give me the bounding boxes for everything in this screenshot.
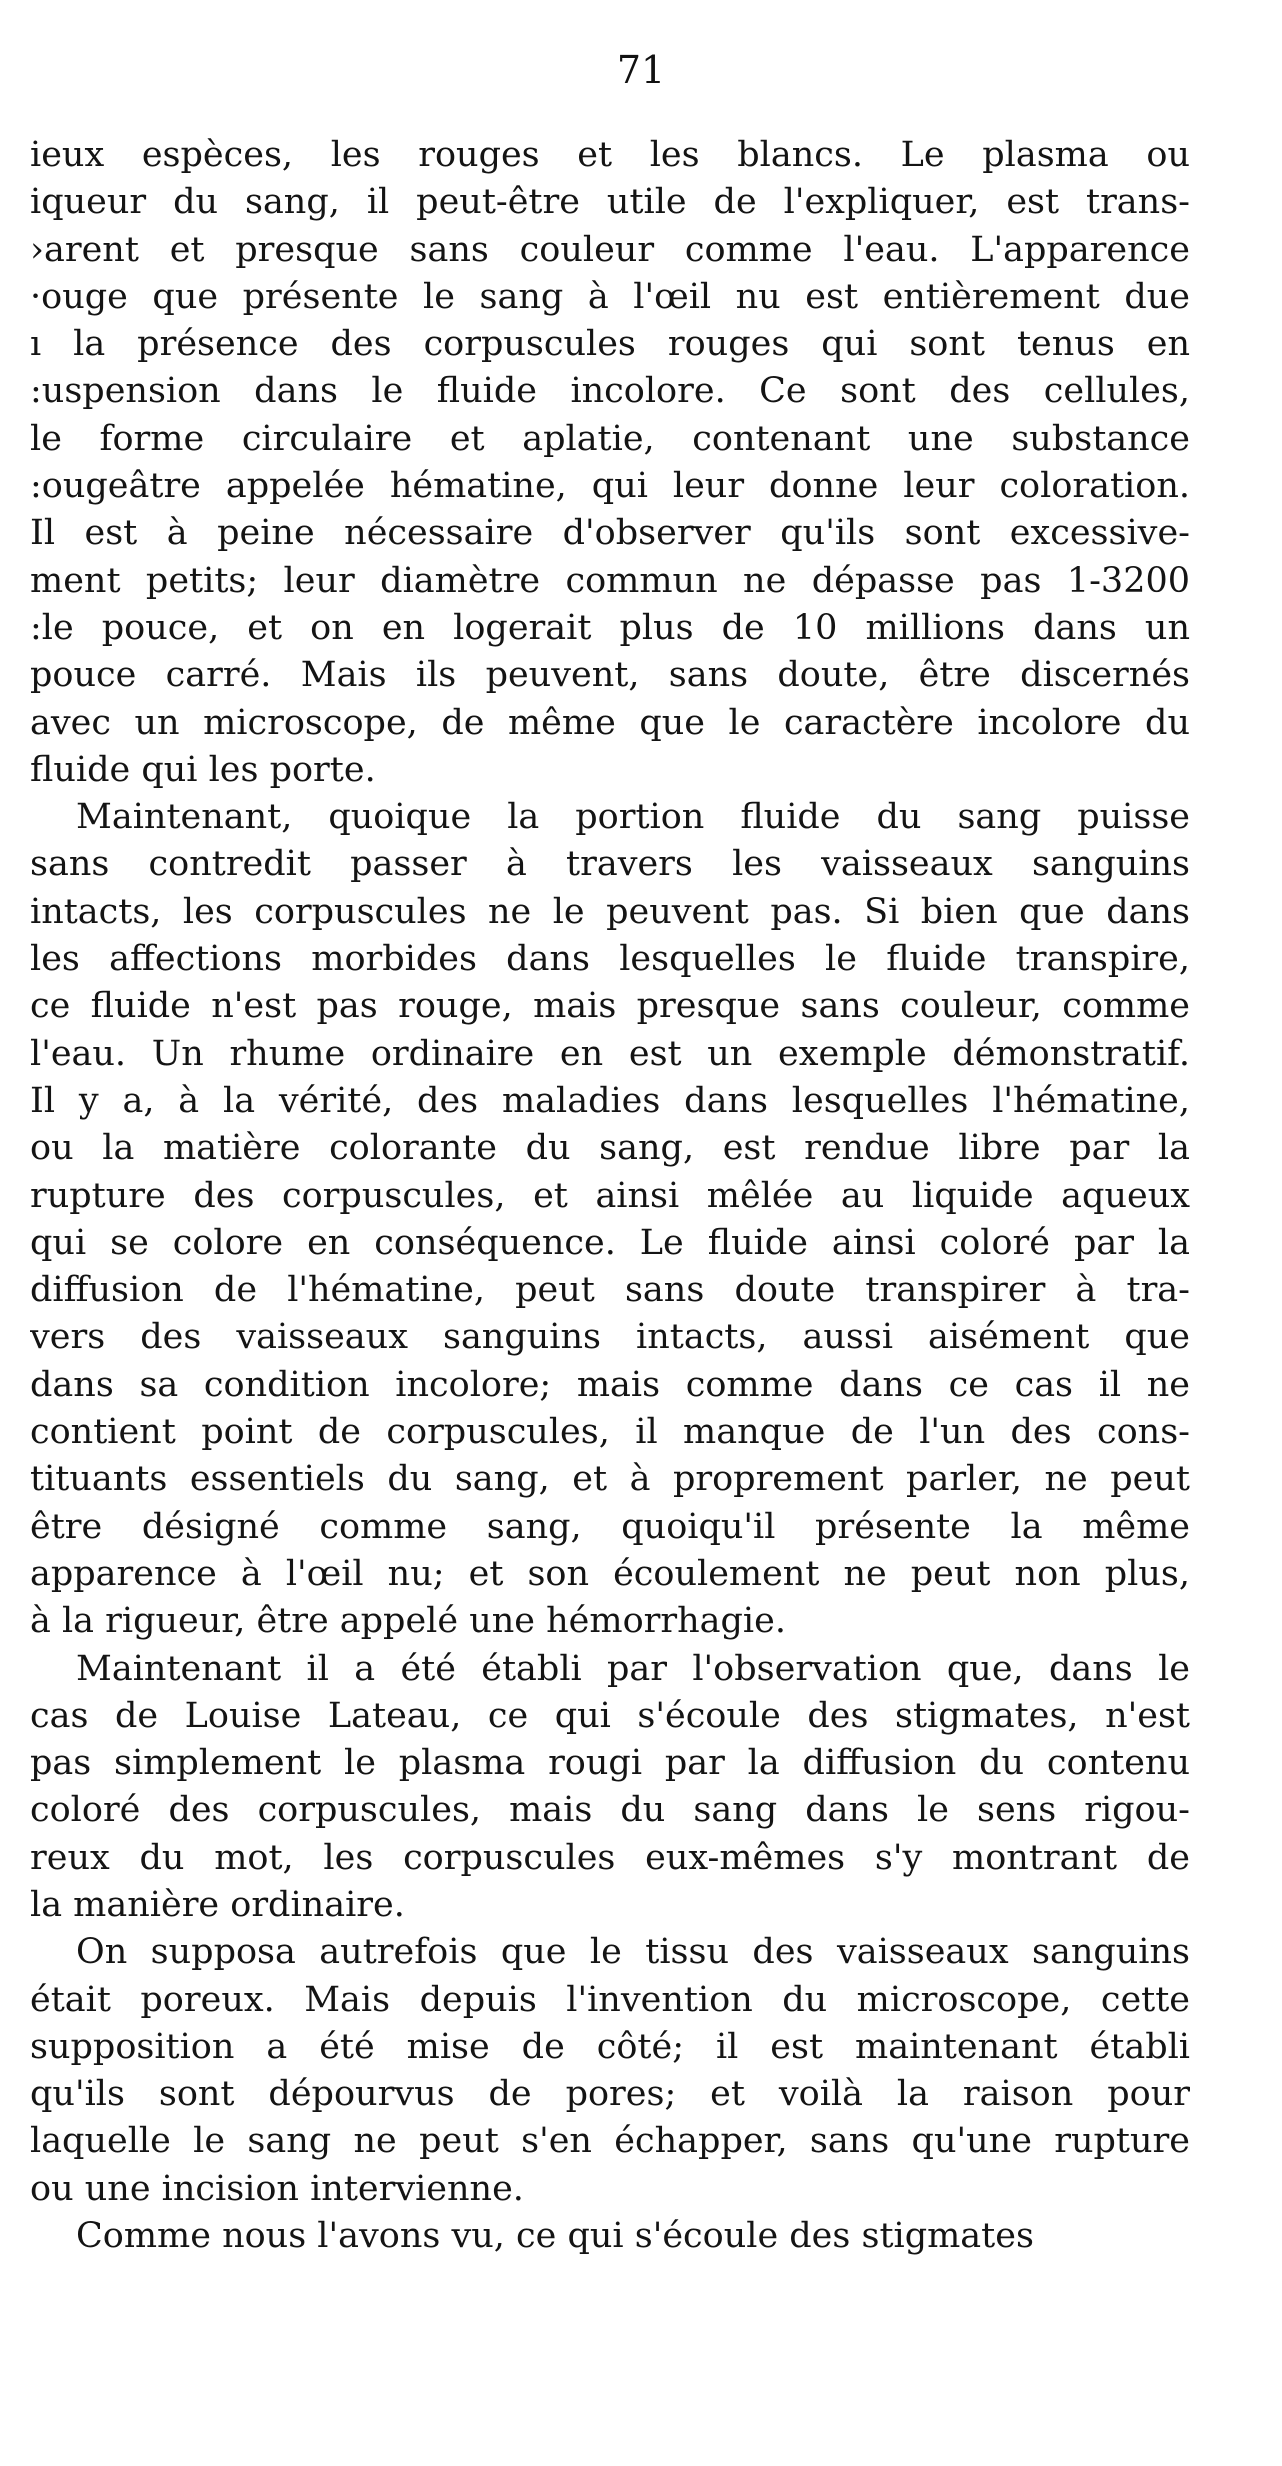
text-line: reux du mot, les corpuscules eux-mêmes s'y montrant de <box>30 1837 1190 1878</box>
text-line: Maintenant il a été établi par l'observation que, dans le <box>76 1648 1190 1689</box>
text-line: contient point de corpuscules, il manque de l'un des cons- <box>30 1412 1190 1453</box>
text-line: pas simplement le plasma rougi par la diffusion du contenu <box>30 1743 1190 1784</box>
text-line: Comme nous l'avons vu, ce qui s'écoule des stigmates <box>76 2216 1034 2257</box>
text-line: était poreux. Mais depuis l'invention du microscope, cette <box>30 1979 1190 2020</box>
text-line: Il y a, à la vérité, des maladies dans lesquelles l'hématine, <box>30 1080 1190 1121</box>
text-line: Maintenant, quoique la portion fluide du sang puisse <box>76 797 1190 838</box>
page-number: 71 <box>616 48 666 92</box>
text-line: ›arent et presque sans couleur comme l'eau. L'apparence <box>30 229 1190 270</box>
text-line: être désigné comme sang, quoiqu'il présente la même <box>30 1506 1190 1547</box>
text-line: cas de Louise Lateau, ce qui s'écoule des stigmates, n'est <box>30 1695 1190 1736</box>
text-line: ı la présence des corpuscules rouges qui sont tenus en <box>30 324 1190 365</box>
text-line: ieux espèces, les rouges et les blancs. Le plasma ou <box>30 135 1190 175</box>
text-line: dans sa condition incolore; mais comme dans ce cas il ne <box>30 1364 1190 1405</box>
text-line: l'eau. Un rhume ordinaire en est un exemple démonstratif. <box>30 1033 1190 1074</box>
text-line: le forme circulaire et aplatie, contenant une substance <box>30 418 1190 459</box>
text-line: apparence à l'œil nu; et son écoulement ne peut non plus, <box>30 1553 1190 1594</box>
text-line: supposition a été mise de côté; il est maintenant établi <box>30 2026 1190 2067</box>
text-line: rupture des corpuscules, et ainsi mêlée au liquide aqueux <box>30 1175 1190 1216</box>
text-line: :le pouce, et on en logerait plus de 10 millions dans un <box>30 607 1190 648</box>
text-line: ou la matière colorante du sang, est rendue libre par la <box>30 1128 1190 1169</box>
text-line: avec un microscope, de même que le caractère incolore du <box>30 702 1190 743</box>
text-line: fluide qui les porte. <box>30 749 376 790</box>
text-line: ou une incision intervienne. <box>30 2168 524 2209</box>
text-line: tituants essentiels du sang, et à proprement parler, ne peut <box>30 1459 1190 1500</box>
text-line: Il est à peine nécessaire d'observer qu'ils sont excessive- <box>30 513 1190 554</box>
text-line: :uspension dans le fluide incolore. Ce sont des cellules, <box>30 371 1190 412</box>
text-line: ·ouge que présente le sang à l'œil nu est entièrement due <box>30 276 1190 317</box>
text-line: la manière ordinaire. <box>30 1884 405 1925</box>
text-line: ce fluide n'est pas rouge, mais presque sans couleur, comme <box>30 986 1190 1027</box>
text-line: sans contredit passer à travers les vaisseaux sanguins <box>30 844 1190 885</box>
text-line: On supposa autrefois que le tissu des vaisseaux sanguins <box>76 1932 1190 1973</box>
text-line: ment petits; leur diamètre commun ne dépasse pas 1-3200 <box>30 560 1190 601</box>
text-line: coloré des corpuscules, mais du sang dans le sens rigou- <box>30 1790 1190 1831</box>
text-line: :ougeâtre appelée hématine, qui leur donne leur coloration. <box>30 466 1190 507</box>
text-line: vers des vaisseaux sanguins intacts, aussi aisément que <box>30 1317 1190 1358</box>
text-line: à la rigueur, être appelé une hémorrhagie. <box>30 1601 786 1642</box>
text-line: qu'ils sont dépourvus de pores; et voilà la raison pour <box>30 2074 1190 2115</box>
text-line: les affections morbides dans lesquelles le fluide transpire, <box>30 939 1190 980</box>
text-line: pouce carré. Mais ils peuvent, sans doute, être discernés <box>30 655 1190 696</box>
text-line: intacts, les corpuscules ne le peuvent pas. Si bien que dans <box>30 891 1190 932</box>
text-line: diffusion de l'hématine, peut sans doute transpirer à tra- <box>30 1270 1190 1311</box>
text-line: laquelle le sang ne peut s'en échapper, sans qu'une rupture <box>30 2121 1190 2162</box>
text-line: qui se colore en conséquence. Le fluide ainsi coloré par la <box>30 1222 1190 1263</box>
body-text <box>30 132 1190 2260</box>
text-line: iqueur du sang, il peut-être utile de l'expliquer, est trans- <box>30 182 1190 223</box>
